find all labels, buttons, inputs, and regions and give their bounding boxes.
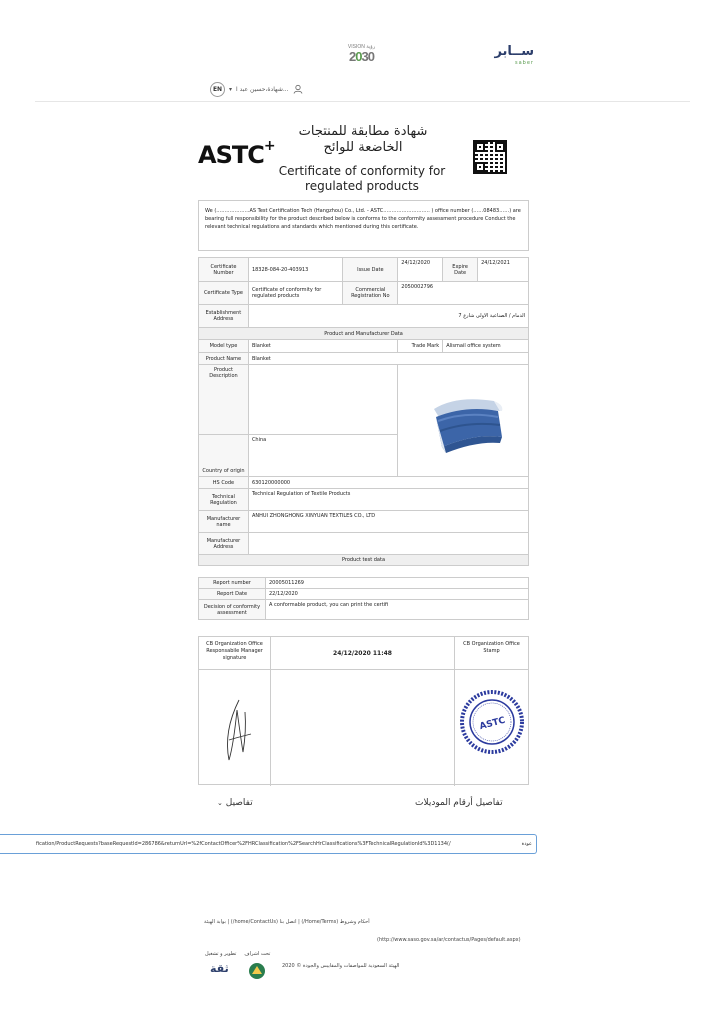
signature-datetime: 24/12/2020 11:48 xyxy=(271,637,454,670)
manager-signature-label: CB Organization Office Responsabile Manager signature xyxy=(199,637,270,670)
report-number-label: Report number xyxy=(199,578,266,589)
table-row xyxy=(199,340,529,353)
certificate-title-english xyxy=(272,164,452,194)
report-date-label: Report Date xyxy=(199,589,266,600)
decision-value: A conformable product, you can print the certifi xyxy=(266,600,529,620)
manufacturer-address-label: Manufacturer Address xyxy=(199,533,249,555)
product-desc-label: Product Description xyxy=(199,365,249,435)
manager-signature-cell xyxy=(199,637,271,786)
table-row xyxy=(199,258,529,282)
hs-code-value: 630120000000 xyxy=(248,477,528,489)
tech-reg-label: Technical Regulation xyxy=(199,489,249,511)
hs-code-label: HS Code xyxy=(199,477,249,489)
certificate-details-table xyxy=(198,257,529,566)
footer-line1[interactable]: أحكام وشروط (Home/Terms/) | اتصل بنا (home/ContactUs/) | بوابة الهيئة xyxy=(204,919,370,925)
language-button[interactable]: EN xyxy=(210,82,225,97)
issue-date-label: Issue Date xyxy=(343,258,398,282)
declaration-text: We (………………..AS Test Certification Tech (Hangzhou) Co., Ltd. - ASTC………………………. ) office number (……08483……) are bearing full responsibility for the product described below is conforms to the conformity assessment procedure Conduct the relevant technical regulations and standards which mentioned during this certificate. xyxy=(198,200,529,251)
details-toggle-text[interactable]: تفاصيل xyxy=(225,798,253,808)
cr-label: Commercial Registration No xyxy=(343,282,398,305)
details-toggle[interactable] xyxy=(217,798,253,808)
vision-year-2: 2 xyxy=(349,49,356,64)
blanket-image xyxy=(416,381,511,461)
footer-line2[interactable]: (http://www.saso.gov.sa/ar/contactus/Pages/default.aspx) xyxy=(377,937,521,943)
url-text[interactable]: fication/ProductRequests?baseRequestId=286786&returnUrl=%2fContactOfficer%2FHRClassification%2FSearchHrClassifications%3FTechnicalRegulationId%3D1134(/ xyxy=(36,841,451,847)
title-ar-line1: شهادة مطابقة للمنتجات xyxy=(298,124,428,139)
test-data-table xyxy=(198,577,529,620)
chevron-down-icon[interactable]: ▾ xyxy=(229,85,233,93)
table-row xyxy=(199,365,529,435)
handwritten-signature xyxy=(199,670,271,780)
astc-logo xyxy=(198,138,275,169)
stamp-text: ASTC xyxy=(478,715,507,733)
footer-copyright xyxy=(282,963,399,969)
tech-reg-value: Technical Regulation of Textile Products xyxy=(248,489,528,511)
header-divider xyxy=(35,101,690,102)
certificate-title-arabic xyxy=(288,124,438,156)
expire-date-label: Expire Date xyxy=(443,258,478,282)
footer-badge-labels xyxy=(205,951,270,957)
country-label: Country of origin xyxy=(199,435,249,477)
model-numbers-details-text[interactable]: تفاصيل أرقام الموديلات xyxy=(415,798,503,808)
table-row xyxy=(199,589,529,600)
address-value: الدمام / الصناعية الاولى شارع 7 xyxy=(248,305,528,328)
saber-logo-subtext: saber xyxy=(515,60,534,66)
table-row xyxy=(199,533,529,555)
cert-type-value: Certificate of conformity for regulated products xyxy=(248,282,342,305)
pm-section-header: Product and Manufacturer Data xyxy=(199,328,529,340)
address-label: Establishment Address xyxy=(199,305,249,328)
model-type-label: Model type xyxy=(199,340,249,353)
manufacturer-name-label: Manufacturer name xyxy=(199,511,249,533)
cert-number-value: 18328-084-20-403913 xyxy=(248,258,342,282)
astc-logo-text: ASTC xyxy=(198,141,264,169)
thiqah-logo xyxy=(210,962,229,975)
qr-code xyxy=(473,140,507,174)
table-row xyxy=(199,489,529,511)
table-row xyxy=(199,555,529,566)
report-number-value: 20005011269 xyxy=(266,578,529,589)
chevron-down-icon[interactable]: ⌄ xyxy=(217,799,223,807)
url-field[interactable] xyxy=(0,834,537,854)
table-row xyxy=(199,328,529,340)
table-row xyxy=(199,282,529,305)
issue-date-value: 24/12/2020 xyxy=(398,258,443,282)
thiqah-logo-text: ثقة xyxy=(210,962,229,975)
user-name[interactable]: شهادة،حسين عبد ا... xyxy=(236,85,289,93)
office-stamp-cell xyxy=(454,637,528,786)
signature-section xyxy=(198,636,529,785)
title-en-line1: Certificate of conformity for xyxy=(278,164,446,178)
model-numbers-details-link[interactable] xyxy=(415,798,503,808)
table-row xyxy=(199,477,529,489)
product-name-value: Blanket xyxy=(248,353,528,365)
footer-line3: الهيئة السعودية للمواصفات والمقاييس والجودة © 2020 xyxy=(282,963,400,969)
test-section-header: Product test data xyxy=(199,555,529,566)
title-ar-line2: الخاضعة للوائح xyxy=(323,140,403,155)
badge-label-operation: تطوير و تشغيل xyxy=(205,951,237,957)
vision-small-text: VISION رؤية xyxy=(347,44,376,50)
cr-value: 2050002796 xyxy=(398,282,529,305)
table-row xyxy=(199,305,529,328)
user-bar xyxy=(210,81,303,97)
table-row xyxy=(199,600,529,620)
vision-year-0: 0 xyxy=(355,49,362,64)
trade-mark-label: Trade Mark xyxy=(398,340,443,353)
saso-logo xyxy=(248,962,266,980)
official-stamp xyxy=(455,670,529,780)
office-stamp-label: CB Organization Office Stamp xyxy=(455,637,528,670)
product-image-cell xyxy=(398,365,529,477)
decision-label: Decision of conformity assessment xyxy=(199,600,266,620)
expire-date-value: 24/12/2021 xyxy=(478,258,529,282)
astc-logo-plus: + xyxy=(263,138,275,154)
back-link[interactable]: عودة xyxy=(521,841,532,847)
product-name-label: Product Name xyxy=(199,353,249,365)
manufacturer-address-value xyxy=(248,533,528,555)
vision-year-30: 30 xyxy=(361,49,374,64)
footer-url xyxy=(377,937,521,943)
vision-2030-logo xyxy=(196,44,376,68)
product-desc-value xyxy=(248,365,397,435)
user-icon[interactable] xyxy=(293,84,303,94)
table-row xyxy=(199,511,529,533)
report-date-value: 22/12/2020 xyxy=(266,589,529,600)
table-row xyxy=(199,578,529,589)
cert-type-label: Certificate Type xyxy=(199,282,249,305)
saber-logo[interactable] xyxy=(474,44,534,66)
cert-number-label: Certificate Number xyxy=(199,258,249,282)
manufacturer-name-value: ANHUI ZHONGHONG XINYUAN TEXTILES CO., LTD xyxy=(248,511,528,533)
table-row xyxy=(199,353,529,365)
model-type-value: Blanket xyxy=(248,340,397,353)
title-en-line2: regulated products xyxy=(305,179,419,193)
country-value: China xyxy=(248,435,397,477)
footer-links xyxy=(204,919,524,925)
saber-logo-text: ســابر xyxy=(494,44,534,59)
badge-label-supervision: تحت اشراف xyxy=(244,951,271,957)
trade-mark-value: Alismail office system xyxy=(443,340,529,353)
